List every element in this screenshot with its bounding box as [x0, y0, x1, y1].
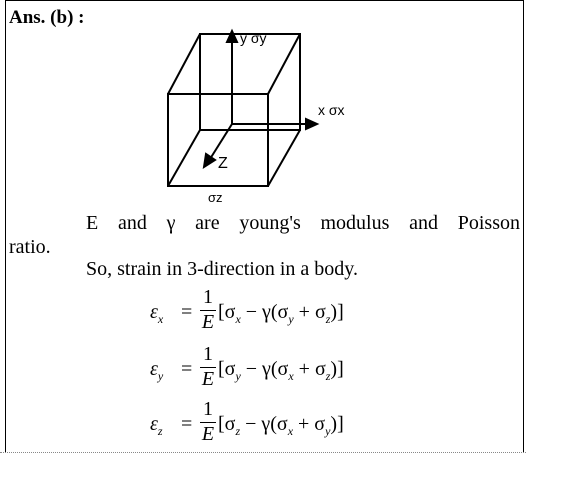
definition-text-cont: ratio.	[9, 236, 51, 258]
equation-lhs: $\varepsilon_z$	[150, 413, 163, 438]
y-axis-label: y σy	[240, 30, 267, 46]
y-axis-arrowhead	[227, 31, 237, 42]
z-axis-label: Z	[218, 155, 228, 172]
fraction: 1 E	[201, 286, 215, 333]
stress-cube-diagram	[150, 26, 370, 206]
answer-heading: Ans. (b) :	[9, 7, 85, 28]
definition-text: E and γ are young's modulus and Poisson	[86, 212, 520, 234]
equation-rhs: $[\sigma_z - \gamma(\sigma_x + \sigma_y)]$	[218, 413, 344, 438]
x-axis-arrowhead	[306, 119, 317, 129]
fraction: 1 E	[201, 343, 215, 390]
strain-intro-text: So, strain in 3-direction in a body.	[86, 258, 358, 280]
equation-rhs: $[\sigma_x - \gamma(\sigma_y + \sigma_z)]$	[218, 301, 344, 326]
equals-sign: =	[181, 413, 193, 435]
equals-sign: =	[181, 301, 193, 323]
equation-rhs: $[\sigma_y - \gamma(\sigma_x + \sigma_z)]$	[218, 358, 344, 383]
z-axis-arrowhead	[204, 154, 215, 167]
equation-lhs: $\varepsilon_x$	[150, 301, 164, 326]
fraction: 1 E	[201, 398, 215, 445]
x-axis-label: x σx	[318, 102, 345, 118]
dotted-divider	[0, 452, 526, 453]
equation-lhs: $\varepsilon_y$	[150, 358, 164, 383]
equals-sign: =	[181, 358, 193, 380]
sigma-z-label: σz	[208, 190, 223, 205]
